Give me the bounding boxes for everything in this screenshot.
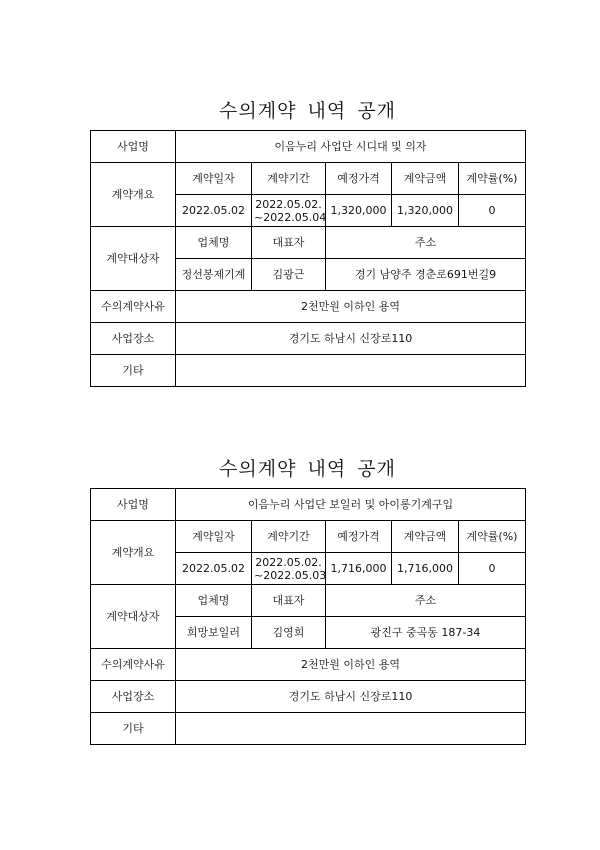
header-contract-date: 계약일자 [176, 521, 252, 553]
address: 경기 남양주 경춘로691번길9 [326, 259, 526, 291]
header-estimated-price: 예정가격 [326, 163, 392, 195]
header-address: 주소 [326, 227, 526, 259]
project-label: 사업명 [91, 489, 176, 521]
company-name: 희망보일러 [176, 617, 252, 649]
section-title: 수의계약 내역 공개 [219, 458, 396, 480]
contract-period [252, 195, 326, 227]
header-representative: 대표자 [252, 227, 326, 259]
contract-disclosure-1 [90, 92, 525, 387]
header-contract-date: 계약일자 [176, 163, 252, 195]
estimated-price: 1,716,000 [326, 553, 392, 585]
etc-label: 기타 [91, 355, 176, 387]
reason: 2천만원 이하인 용역 [176, 649, 526, 681]
period-start: 2022.05.02. [255, 197, 322, 211]
period-end: ~2022.05.03 [254, 568, 327, 582]
company-name: 정선봉제기계 [176, 259, 252, 291]
reason-label: 수의계약사유 [91, 291, 176, 323]
header-address: 주소 [326, 585, 526, 617]
location-label: 사업장소 [91, 323, 176, 355]
party-label: 계약대상자 [91, 585, 176, 649]
reason: 2천만원 이하인 용역 [176, 291, 526, 323]
contract-amount: 1,320,000 [392, 195, 459, 227]
overview-label: 계약개요 [91, 521, 176, 585]
period-end: ~2022.05.04 [254, 210, 327, 224]
contract-table [90, 488, 526, 745]
header-contract-amount: 계약금액 [392, 521, 459, 553]
contract-date: 2022.05.02 [176, 195, 252, 227]
header-contract-rate: 계약률(%) [459, 521, 526, 553]
etc [176, 713, 526, 745]
party-label: 계약대상자 [91, 227, 176, 291]
project-label: 사업명 [91, 131, 176, 163]
location: 경기도 하남시 신장로110 [176, 681, 526, 713]
representative-name: 김영희 [252, 617, 326, 649]
overview-label: 계약개요 [91, 163, 176, 227]
location-label: 사업장소 [91, 681, 176, 713]
project-name: 이음누리 사업단 보일러 및 아이롱기계구입 [176, 489, 526, 521]
contract-rate: 0 [459, 553, 526, 585]
section-title: 수의계약 내역 공개 [219, 100, 396, 122]
header-estimated-price: 예정가격 [326, 521, 392, 553]
header-company: 업체명 [176, 585, 252, 617]
header-representative: 대표자 [252, 585, 326, 617]
header-contract-rate: 계약률(%) [459, 163, 526, 195]
etc-label: 기타 [91, 713, 176, 745]
estimated-price: 1,320,000 [326, 195, 392, 227]
header-contract-amount: 계약금액 [392, 163, 459, 195]
header-contract-period: 계약기간 [252, 521, 326, 553]
contract-amount: 1,716,000 [392, 553, 459, 585]
contract-date: 2022.05.02 [176, 553, 252, 585]
contract-rate: 0 [459, 195, 526, 227]
contract-period [252, 553, 326, 585]
etc [176, 355, 526, 387]
header-company: 업체명 [176, 227, 252, 259]
reason-label: 수의계약사유 [91, 649, 176, 681]
header-contract-period: 계약기간 [252, 163, 326, 195]
project-name: 이음누리 사업단 시디대 및 의자 [176, 131, 526, 163]
address: 광진구 중곡동 187-34 [326, 617, 526, 649]
contract-table [90, 130, 526, 387]
representative-name: 김광근 [252, 259, 326, 291]
location: 경기도 하남시 신장로110 [176, 323, 526, 355]
contract-disclosure-2 [90, 450, 525, 745]
period-start: 2022.05.02. [255, 555, 322, 569]
